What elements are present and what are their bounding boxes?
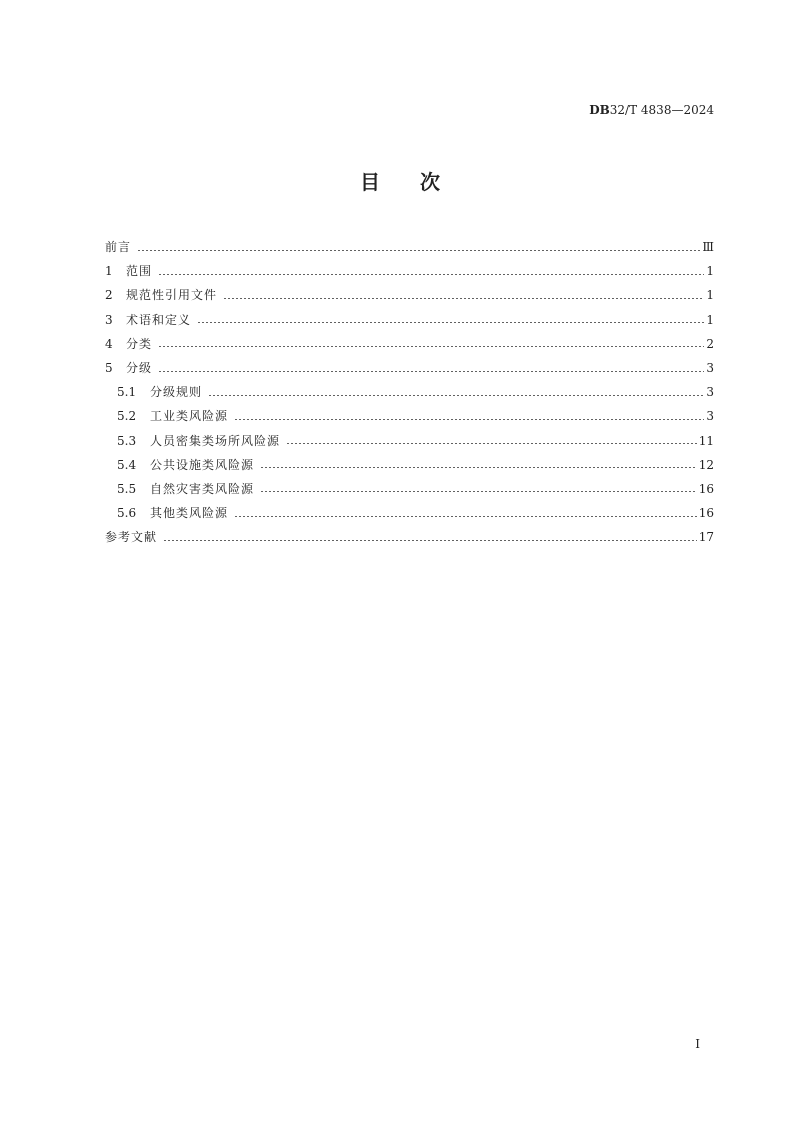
toc-entry-number: 5.4: [117, 457, 137, 472]
toc-entry-label: 前言: [105, 240, 132, 255]
toc-leader-dots: [158, 371, 704, 372]
toc-leader-dots: [197, 322, 704, 323]
toc-leader-dots: [137, 250, 700, 251]
toc-entry-industrial-risk[interactable]: [105, 404, 714, 428]
toc-entry-label: 术语和定义: [126, 312, 192, 327]
toc-leader-dots: [260, 491, 697, 492]
toc-entry-page: 1: [706, 312, 714, 327]
toc-entry-number: 2: [105, 288, 113, 303]
toc-entry-number: 5.3: [117, 433, 137, 448]
toc-leader-dots: [260, 467, 697, 468]
toc-entry-classification[interactable]: [105, 332, 714, 356]
toc-entry-other-risk[interactable]: [105, 501, 714, 525]
toc-leader-dots: [234, 516, 697, 517]
page-number: I: [695, 1037, 700, 1051]
toc-entry-number: 3: [105, 312, 113, 327]
table-of-contents: [105, 235, 714, 549]
toc-entry-label: 人员密集类场所风险源: [150, 433, 281, 448]
toc-entry-number: 1: [105, 264, 113, 279]
toc-entry-label: 工业类风险源: [150, 409, 229, 424]
toc-leader-dots: [158, 274, 704, 275]
toc-entry-page: 16: [698, 506, 714, 521]
document-code-prefix: DB: [589, 103, 610, 117]
toc-entry-normative-references[interactable]: [105, 283, 714, 307]
toc-entry-label: 分类: [126, 336, 153, 351]
toc-entry-page: 3: [706, 385, 714, 400]
toc-entry-page: 12: [698, 457, 714, 472]
toc-leader-dots: [286, 443, 697, 444]
toc-entry-label: 范围: [126, 264, 153, 279]
toc-entry-label: 自然灾害类风险源: [150, 481, 255, 496]
toc-entry-page: Ⅲ: [702, 240, 714, 255]
toc-entry-bibliography[interactable]: [105, 525, 714, 549]
toc-entry-number: 4: [105, 336, 113, 351]
toc-entry-page: 3: [706, 409, 714, 424]
toc-entry-page: 3: [706, 361, 714, 376]
toc-entry-grading-rules[interactable]: [105, 380, 714, 404]
toc-entry-page: 1: [706, 264, 714, 279]
toc-leader-dots: [158, 346, 704, 347]
toc-entry-page: 16: [698, 481, 714, 496]
toc-entry-crowded-places-risk[interactable]: [105, 429, 714, 453]
toc-entry-preface[interactable]: [105, 235, 714, 259]
toc-entry-number: 5.5: [117, 481, 137, 496]
document-code-number: 32/T 4838—2024: [609, 103, 714, 117]
toc-entry-public-facilities-risk[interactable]: [105, 453, 714, 477]
toc-entry-page: 2: [706, 336, 714, 351]
toc-entry-number: 5.2: [117, 409, 137, 424]
toc-entry-terms[interactable]: [105, 308, 714, 332]
toc-entry-number: 5.6: [117, 506, 137, 521]
toc-entry-label: 分级规则: [150, 385, 203, 400]
toc-leader-dots: [163, 540, 697, 541]
toc-entry-label: 参考文献: [105, 530, 158, 545]
toc-entry-label: 分级: [126, 361, 153, 376]
toc-entry-natural-disaster-risk[interactable]: [105, 477, 714, 501]
toc-entry-label: 规范性引用文件: [126, 288, 218, 303]
document-code: [589, 102, 714, 118]
toc-leader-dots: [234, 419, 704, 420]
toc-entry-page: 17: [698, 530, 714, 545]
toc-entry-page: 11: [698, 433, 714, 448]
toc-entry-page: 1: [706, 288, 714, 303]
toc-entry-number: 5: [105, 361, 113, 376]
toc-title: 目次: [360, 170, 480, 194]
toc-entry-grading[interactable]: [105, 356, 714, 380]
toc-leader-dots: [208, 395, 704, 396]
toc-entry-number: 5.1: [117, 385, 137, 400]
toc-entry-label: 公共设施类风险源: [150, 457, 255, 472]
toc-entry-label: 其他类风险源: [150, 506, 229, 521]
toc-entry-scope[interactable]: [105, 259, 714, 283]
toc-leader-dots: [223, 298, 704, 299]
